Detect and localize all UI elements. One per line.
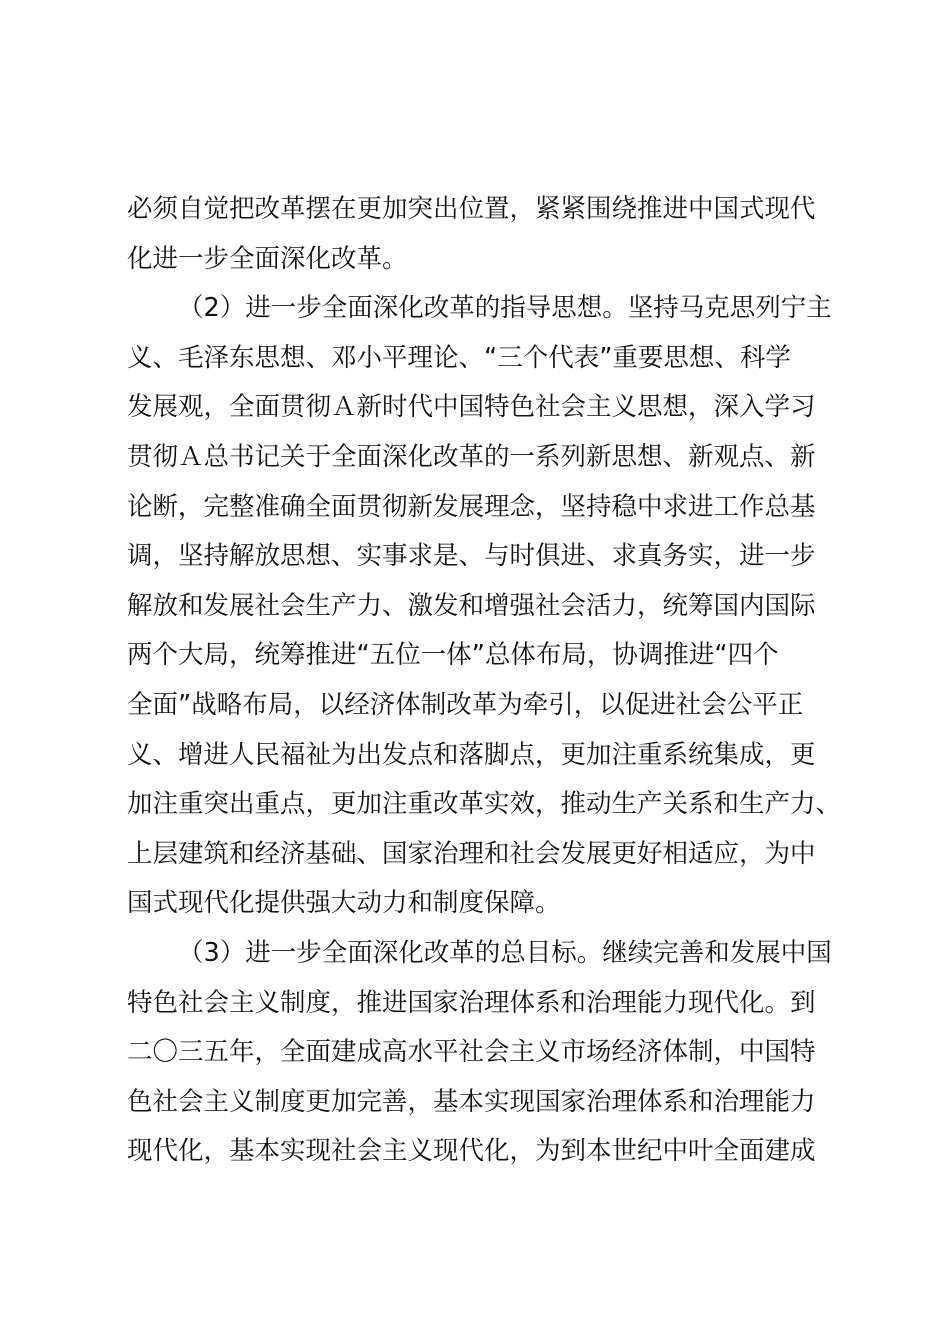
text-line: 化进一步全面深化改革。 [127, 243, 408, 274]
text-line: 二〇三五年，全面建成高水平社会主义市场经济体制，中国特 [127, 1037, 816, 1068]
text-line: 两个大局，统筹推进“五位一体”总体布局，协调推进“四个 [127, 640, 779, 671]
text-line: （3）进一步全面深化改革的总目标。继续完善和发展中国 [178, 937, 832, 968]
text-line: 发展观，全面贯彻Ａ新时代中国特色社会主义思想，深入学习 [127, 392, 816, 423]
text-line: 解放和发展社会生产力、激发和增强社会活力，统筹国内国际 [127, 590, 816, 621]
text-line: 上层建筑和经济基础、国家治理和社会发展更好相适应，为中 [127, 838, 816, 869]
paragraph-guiding-thought [127, 284, 842, 929]
text-line: 加注重突出重点，更加注重改革实效，推动生产关系和生产力、 [127, 789, 842, 820]
text-line: 色社会主义制度更加完善，基本实现国家治理体系和治理能力 [127, 1086, 816, 1117]
text-line: 论断，完整准确全面贯彻新发展理念，坚持稳中求进工作总基 [127, 491, 816, 522]
text-line: 义、增进人民福祉为出发点和落脚点，更加注重系统集成，更 [127, 739, 816, 770]
text-line: 全面”战略布局，以经济体制改革为牵引，以促进社会公平正 [127, 689, 804, 720]
text-line: 现代化，基本实现社会主义现代化，为到本世纪中叶全面建成 [127, 1136, 816, 1167]
text-line: 义、毛泽东思想、邓小平理论、“三个代表”重要思想、科学 [127, 342, 791, 373]
text-line: 调，坚持解放思想、实事求是、与时俱进、求真务实，进一步 [127, 541, 816, 572]
text-line: 必须自觉把改革摆在更加突出位置，紧紧围绕推进中国式现代 [127, 194, 816, 224]
text-line: 贯彻Ａ总书记关于全面深化改革的一系列新思想、新观点、新 [127, 441, 816, 472]
text-line: 国式现代化提供强大动力和制度保障。 [127, 888, 561, 919]
paragraph-overall-goal [127, 929, 837, 1177]
text-line: 特色社会主义制度，推进国家治理体系和治理能力现代化。到 [127, 987, 816, 1018]
text-line: （2）进一步全面深化改革的指导思想。坚持马克思列宁主 [178, 293, 832, 324]
body-text [127, 185, 842, 1177]
paragraph-continuation [127, 185, 837, 284]
